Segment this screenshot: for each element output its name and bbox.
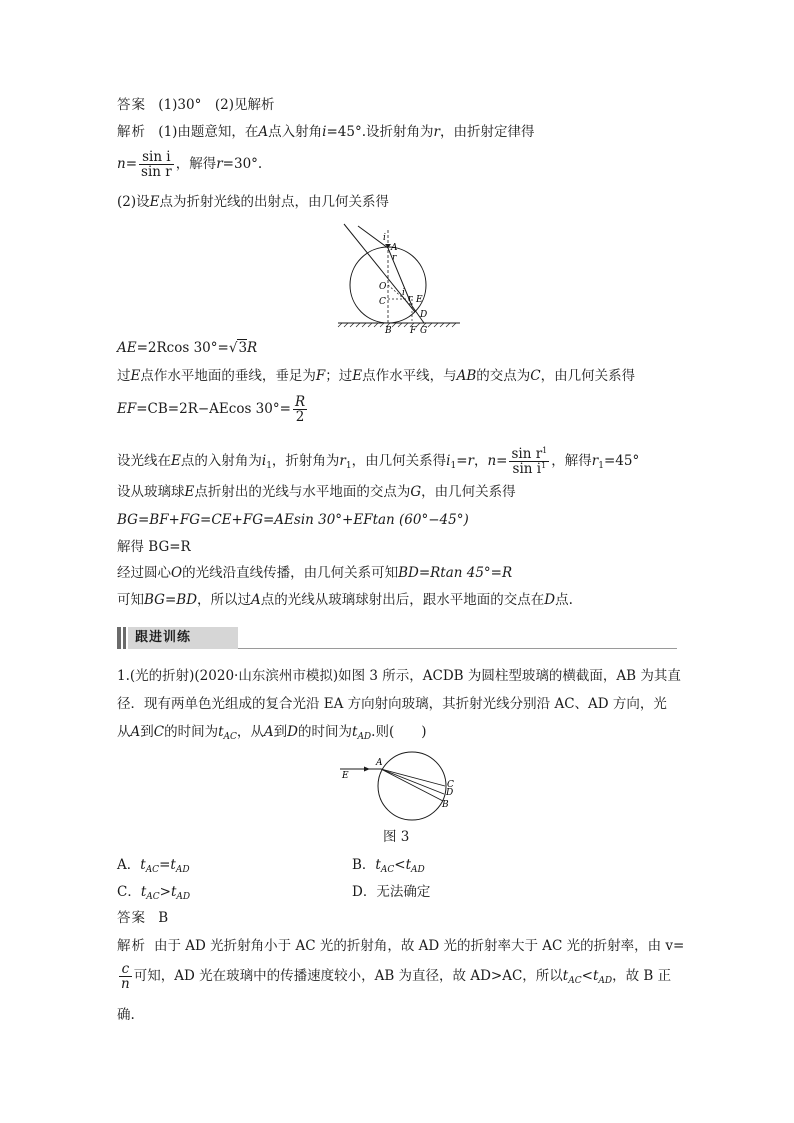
text: AE	[117, 340, 137, 356]
G-description	[117, 482, 516, 502]
text: 1	[450, 461, 457, 471]
text: A	[263, 724, 274, 740]
text: 由于 AD 光折射角小于 AC 光的折射角，故 AD 光的折射率大于 AC 光的折射率，由 v=	[154, 938, 685, 954]
text: >	[159, 884, 171, 900]
text: 1	[266, 461, 272, 471]
text: EF	[117, 401, 137, 417]
question-line-1: 1.(光的折射)(2020·山东滨州市模拟)如图 3 所示，ACDB 为圆柱型玻璃的横截面，AB 为其直	[117, 668, 681, 684]
text: 设光线在	[117, 453, 171, 469]
text: n	[117, 156, 126, 172]
text: 1	[542, 446, 548, 455]
second-snell-fraction	[509, 447, 549, 476]
text: 点的入射角为	[180, 453, 262, 469]
text: 点的光线从玻璃球射出后，跟水平地面的交点在	[260, 592, 545, 608]
text: ，由几何关系得	[351, 453, 447, 469]
section-bar	[123, 627, 126, 649]
label-D: D	[446, 788, 454, 798]
section-header	[117, 627, 677, 649]
EF-fraction	[293, 395, 307, 424]
snell-fraction	[139, 150, 174, 179]
answer-line-2	[117, 908, 168, 928]
text: 的交点为	[476, 368, 531, 384]
text: F	[315, 368, 326, 384]
analysis-label: 解析	[117, 124, 146, 140]
label-C: C	[447, 780, 454, 790]
label-C: C	[379, 297, 386, 307]
text: 设从玻璃球	[117, 484, 185, 500]
velocity-fraction	[119, 962, 132, 991]
answer-value: B	[158, 910, 169, 926]
text: ，由折射定律得	[440, 124, 535, 140]
text: =2Rcos 30°=	[136, 340, 229, 356]
text: =45°	[603, 453, 640, 469]
text: t	[592, 968, 599, 984]
section-bar	[117, 627, 121, 649]
answer-value: (1)30° (2)见解析	[158, 97, 275, 113]
answer-label: 答案	[117, 910, 146, 926]
text: 从	[117, 724, 131, 740]
text: t	[170, 884, 177, 900]
conclusion-line	[117, 590, 573, 610]
text: ，	[473, 453, 488, 469]
glass-cylinder-circle	[378, 752, 446, 820]
text: sin i	[139, 150, 174, 165]
diameter-AB	[381, 769, 443, 801]
text: A	[251, 592, 261, 608]
text: t	[218, 724, 224, 740]
text: 3	[238, 340, 248, 356]
label-E: E	[416, 295, 423, 305]
label-B: B	[442, 800, 449, 810]
text: 到	[273, 724, 288, 740]
text: t	[375, 857, 381, 873]
text: BD=Rtan 45°=R	[398, 565, 513, 581]
text: AD	[411, 865, 425, 875]
refracted-ray-AC	[381, 769, 445, 786]
text: R	[247, 340, 258, 356]
text: ，解得	[551, 453, 592, 469]
text: r	[591, 453, 599, 469]
text: D	[544, 592, 556, 608]
text: t	[405, 857, 411, 873]
text: sin i	[512, 461, 542, 477]
text: r	[216, 156, 223, 172]
text: 的光线沿直线传播，由几何关系可知	[182, 565, 399, 581]
analysis2-line-2	[117, 962, 671, 991]
text: 点折射出的光线与水平地面的交点为	[194, 484, 411, 500]
text: ，所以过	[197, 592, 252, 608]
text: G	[410, 484, 422, 500]
text: AC	[223, 732, 237, 742]
text: D	[287, 724, 298, 740]
text: =	[125, 156, 138, 172]
text: ，由几何关系得	[421, 484, 516, 500]
text: i	[446, 453, 451, 469]
text: AD	[175, 865, 190, 875]
text: <	[394, 857, 406, 873]
text: E	[130, 368, 141, 384]
ground-hatch	[338, 323, 456, 327]
label-B: B	[385, 326, 392, 334]
text: 可知，AD 光在玻璃中的传播速度较小，AB 为直径，故 AD>AC，所以	[133, 968, 563, 984]
text: 点.	[555, 592, 573, 608]
text: =	[496, 453, 508, 469]
equation-BG: BG=BF+FG=CE+FG=AEsin 30°+EFtan (60°−45°)	[117, 512, 469, 528]
label-r: r	[392, 253, 397, 263]
label-A: A	[391, 243, 398, 253]
text: E	[149, 194, 160, 210]
analysis-line-1	[117, 122, 535, 142]
text: E	[171, 453, 181, 469]
text: n	[121, 976, 130, 992]
text: AC	[145, 865, 160, 875]
cylinder-refraction-diagram	[336, 750, 462, 824]
text: t	[140, 857, 146, 873]
text: O	[171, 565, 183, 581]
analysis2-line-3: 确.	[117, 1007, 135, 1023]
equation-EF	[117, 395, 309, 424]
text: AC	[380, 865, 395, 875]
label-i1: i	[402, 288, 405, 298]
text: 点为折射光线的出射点，由几何关系得	[159, 194, 389, 210]
refracted-ray-AD	[381, 769, 444, 794]
option-A[interactable]	[117, 855, 190, 875]
text: n	[487, 453, 497, 469]
text: AD	[357, 732, 372, 742]
text: (2)设	[117, 194, 150, 210]
text: ，由几何关系得	[540, 368, 636, 384]
text: t	[352, 724, 358, 740]
text: AD	[598, 976, 613, 986]
text: =30°.	[222, 156, 263, 172]
text: 点作水平地面的垂线，垂足为	[140, 368, 316, 384]
text: 点作水平线，与	[362, 368, 457, 384]
text: A	[258, 124, 269, 140]
text: c	[119, 962, 132, 977]
text: ，故 B 正	[612, 968, 672, 984]
label-G: G	[420, 326, 428, 334]
text: .则( )	[371, 724, 427, 740]
option-label: D．	[352, 884, 377, 900]
text: =	[456, 453, 468, 469]
option-D[interactable]	[352, 882, 430, 902]
section-rule	[238, 648, 677, 649]
text: =45°.设折射角为	[326, 124, 434, 140]
option-C[interactable]	[117, 882, 190, 902]
label-i: i	[383, 233, 386, 243]
text: =	[159, 857, 171, 873]
analysis2-line-1	[117, 936, 684, 956]
figure-caption: 图 3	[383, 829, 410, 845]
text: ，解得	[175, 156, 217, 172]
text: 经过圆心	[117, 565, 171, 581]
label-r1: r	[408, 294, 413, 304]
arrow-head	[364, 767, 370, 772]
text: BG=BD	[144, 592, 198, 608]
text: ，折射角为	[271, 453, 340, 469]
sphere-refraction-diagram	[336, 222, 462, 334]
incident-angle-line	[117, 447, 639, 476]
snell-law-equation	[117, 150, 262, 179]
equation-AE: AE=2Rcos 30°=√3R	[117, 340, 258, 356]
label-D: D	[420, 310, 428, 320]
section-title: 跟进训练	[135, 630, 192, 645]
text: i	[322, 124, 327, 140]
text: AD	[176, 892, 191, 902]
text: AC	[146, 892, 160, 902]
option-label: C．	[117, 884, 141, 900]
text: 1	[598, 461, 604, 471]
text: A	[130, 724, 141, 740]
solve-BG: 解得 BG=R	[117, 539, 191, 555]
text: r	[433, 124, 440, 140]
question-line-3	[117, 722, 426, 742]
label-A: A	[376, 758, 383, 768]
text: E	[352, 368, 363, 384]
answer-line-1	[117, 95, 274, 115]
text: C	[530, 368, 541, 384]
text: 1	[541, 461, 547, 470]
text: 过	[117, 368, 131, 384]
part2-intro	[117, 192, 389, 212]
text: 可知	[117, 592, 144, 608]
option-label: A．	[117, 857, 141, 873]
answer-label: 答案	[117, 97, 146, 113]
text: E	[184, 484, 195, 500]
center-ray-line	[117, 563, 512, 583]
text: 的时间为	[164, 724, 219, 740]
text: 到	[140, 724, 154, 740]
option-B[interactable]	[352, 855, 425, 875]
label-E: E	[342, 771, 349, 781]
text: 1	[345, 461, 352, 471]
text: ；过	[325, 368, 353, 384]
label-F: F	[410, 326, 417, 334]
text: 的时间为	[298, 724, 352, 740]
analysis-label: 解析	[117, 938, 146, 954]
text: AB	[456, 368, 477, 384]
text: <	[581, 968, 593, 984]
text: t	[170, 857, 176, 873]
text: t	[562, 968, 569, 984]
text: 2	[295, 409, 305, 425]
question-line-2: 径．现有两单色光组成的复合光沿 EA 方向射向玻璃，其折射光线分别沿 AC、AD 方向，光	[117, 696, 667, 712]
text: sin r	[141, 164, 172, 180]
text: (1)由题意知，在	[158, 124, 259, 140]
text: 无法确定	[376, 884, 431, 900]
text: C	[153, 724, 165, 740]
option-label: B．	[352, 857, 376, 873]
label-O: O	[379, 282, 387, 292]
text: R	[294, 394, 306, 410]
text: r	[467, 453, 474, 469]
text: i	[261, 453, 267, 469]
text: r	[339, 453, 346, 469]
text: sin r	[511, 446, 543, 462]
text: 点入射角	[268, 124, 323, 140]
EF-description	[117, 366, 635, 386]
text: =CB=2R−AEcos 30°=	[136, 401, 291, 417]
text: ，从	[236, 724, 264, 740]
text: AC	[568, 976, 582, 986]
text: t	[140, 884, 147, 900]
